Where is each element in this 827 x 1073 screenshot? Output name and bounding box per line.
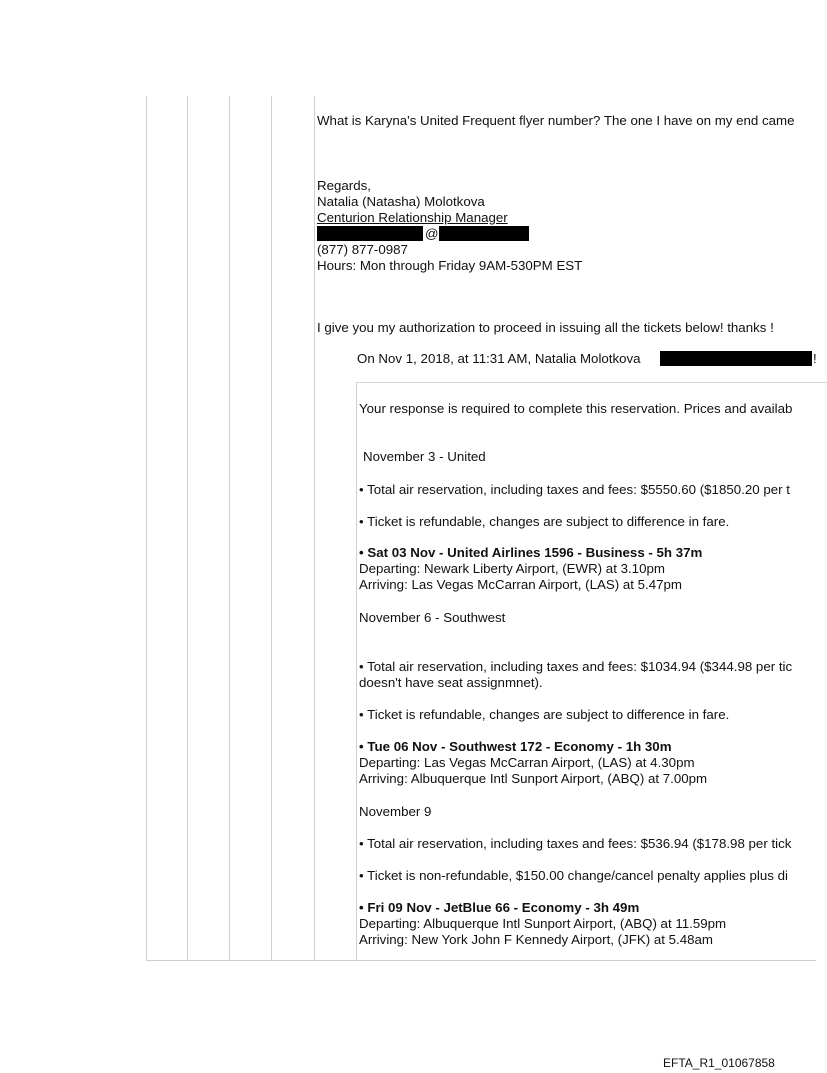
redaction-bar: [439, 226, 529, 241]
segment-departing: Departing: Las Vegas McCarran Airport, (LAS) at 4.30pm: [359, 755, 695, 770]
signature-regards: Regards,: [317, 178, 371, 193]
segment-heading: November 9: [359, 804, 432, 819]
segment-arriving: Arriving: Las Vegas McCarran Airport, (LAS) at 5.47pm: [359, 577, 682, 592]
quote-header: On Nov 1, 2018, at 11:31 AM, Natalia Molotkova: [357, 351, 641, 366]
signature-title: Centurion Relationship Manager: [317, 210, 508, 225]
thread-rule: [314, 96, 315, 960]
segment-total-continued: doesn't have seat assignmnet).: [359, 675, 543, 690]
signature-name: Natalia (Natasha) Molotkova: [317, 194, 485, 209]
segment-total: • Total air reservation, including taxes and fees: $5550.60 ($1850.20 per t: [359, 482, 790, 497]
segment-arriving: Arriving: Albuquerque Intl Sunport Airport, (ABQ) at 7.00pm: [359, 771, 708, 786]
thread-rule: [187, 96, 188, 960]
segment-refund: • Ticket is non-refundable, $150.00 change/cancel penalty applies plus di: [359, 868, 788, 883]
segment-departing: Departing: Newark Liberty Airport, (EWR) at 3.10pm: [359, 561, 665, 576]
segment-flight: • Tue 06 Nov - Southwest 172 - Economy - 1h 30m: [359, 739, 672, 754]
segment-heading: November 6 - Southwest: [359, 610, 506, 625]
signature-email-at: @: [425, 226, 439, 241]
segment-refund: • Ticket is refundable, changes are subject to difference in fare.: [359, 514, 730, 529]
redaction-bar: [317, 226, 423, 241]
signature-phone: (877) 877-0987: [317, 242, 408, 257]
segment-flight: • Sat 03 Nov - United Airlines 1596 - Business - 5h 37m: [359, 545, 703, 560]
segment-total: • Total air reservation, including taxes and fees: $536.94 ($178.98 per tick: [359, 836, 792, 851]
thread-rule: [271, 96, 272, 960]
authorization-text: I give you my authorization to proceed in issuing all the tickets below! thanks !: [317, 320, 774, 335]
thread-rule: [146, 96, 147, 960]
segment-flight: • Fri 09 Nov - JetBlue 66 - Economy - 3h 49m: [359, 900, 640, 915]
quote-header-trail: !: [813, 351, 817, 366]
segment-total: • Total air reservation, including taxes and fees: $1034.94 ($344.98 per tic: [359, 659, 793, 674]
segment-heading: November 3 - United: [363, 449, 486, 464]
segment-refund: • Ticket is refundable, changes are subject to difference in fare.: [359, 707, 730, 722]
document-id: EFTA_R1_01067858: [663, 1056, 775, 1070]
reservation-intro: Your response is required to complete this reservation. Prices and availab: [359, 401, 793, 416]
segment-arriving: Arriving: New York John F Kennedy Airport, (JFK) at 5.48am: [359, 932, 714, 947]
segment-departing: Departing: Albuquerque Intl Sunport Airport, (ABQ) at 11.59pm: [359, 916, 727, 931]
question-text: What is Karyna's United Frequent flyer number? The one I have on my end came: [317, 113, 795, 128]
redaction-bar: [660, 351, 812, 366]
thread-rule: [229, 96, 230, 960]
signature-hours: Hours: Mon through Friday 9AM-530PM EST: [317, 258, 583, 273]
